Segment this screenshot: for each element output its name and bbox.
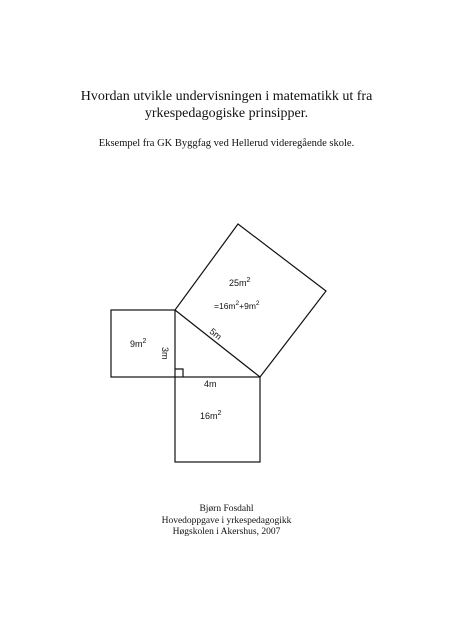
right-angle-marker <box>175 369 183 377</box>
bottom-square-area-label: $16m^2$ <box>200 410 222 421</box>
title-line-1: Hvordan utvikle undervisningen i matematikk ut fra <box>80 89 373 104</box>
author-name: Bjørn Fosdahl <box>199 504 254 514</box>
hypotenuse-label: 5m <box>207 326 224 342</box>
horizontal-side-label: 4m <box>204 379 217 389</box>
left-square-area-label: $9m^2$ <box>130 338 147 349</box>
footer-line-3: Høgskolen i Akershus, 2007 <box>172 527 281 537</box>
footer-line-2: Hovedoppgave i yrkespedagogikk <box>161 515 292 526</box>
big-square-area-label: $25m^2$ <box>229 277 251 288</box>
vertical-side-label: 3m <box>160 347 170 360</box>
title-line-2: yrkespedagogiske prinsipper. <box>144 106 309 121</box>
document-subtitle: Eksempel fra GK Byggfag ved Hellerud videregående skole. <box>98 138 355 149</box>
big-square-sum-label: $=16m^2+9m^2$ <box>214 300 260 311</box>
document-footer <box>60 504 393 539</box>
